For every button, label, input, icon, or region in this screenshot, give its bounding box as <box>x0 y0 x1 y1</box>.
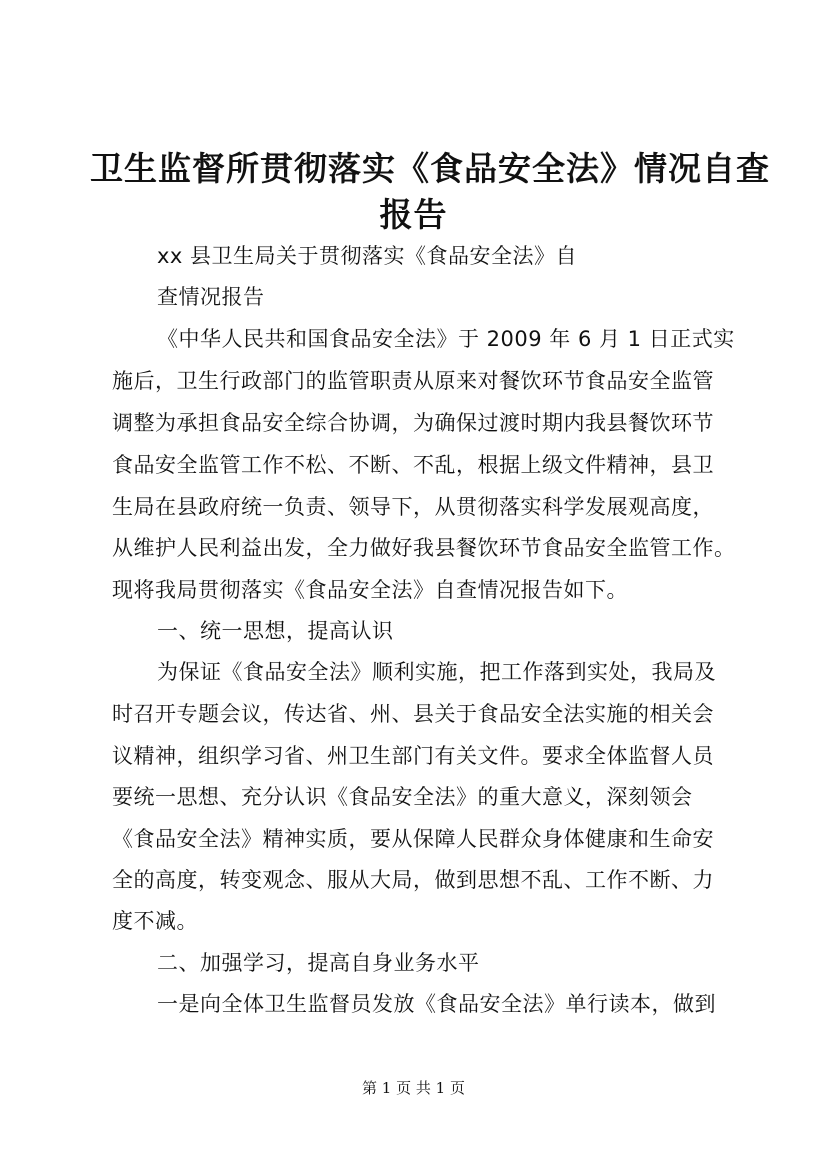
subtitle-line-1: xx 县卫生局关于贯彻落实《食品安全法》自 <box>157 244 578 268</box>
paragraph-2-line-4: 要统一思想、充分认识《食品安全法》的重大意义，深刻领会 <box>112 785 693 809</box>
paragraph-1-line-3: 调整为承担食品安全综合协调，为确保过渡时期内我县餐饮环节 <box>112 411 714 435</box>
paragraph-1-line-5: 生局在县政府统一负责、领导下，从贯彻落实科学发展观高度， <box>112 495 714 519</box>
paragraph-1-line-4: 食品安全监管工作不松、不断、不乱，根据上级文件精神，县卫 <box>112 453 714 477</box>
subtitle-line-2: 查情况报告 <box>157 285 265 309</box>
paragraph-2-line-3: 议精神，组织学习省、州卫生部门有关文件。要求全体监督人员 <box>112 744 714 768</box>
document-title-line-2: 报告 <box>379 195 448 234</box>
paragraph-1-line-1: 《中华人民共和国食品安全法》于 2009 年 6 月 1 日正式实 <box>157 327 735 351</box>
paragraph-1-line-2: 施后，卫生行政部门的监管职责从原来对餐饮环节食品安全监管 <box>112 369 714 393</box>
paragraph-2-line-5: 《食品安全法》精神实质，要从保障人民群众身体健康和生命安 <box>112 827 714 851</box>
section-heading-1: 一、统一思想，提高认识 <box>157 619 394 643</box>
paragraph-3-line-1: 一是向全体卫生监督员发放《食品安全法》单行读本，做到 <box>157 992 716 1016</box>
section-heading-2: 二、加强学习，提高自身业务水平 <box>157 951 480 975</box>
paragraph-2-line-7: 度不减。 <box>112 909 198 933</box>
paragraph-2-line-6: 全的高度，转变观念、服从大局，做到思想不乱、工作不断、力 <box>112 868 714 892</box>
paragraph-2-line-2: 时召开专题会议，传达省、州、县关于食品安全法实施的相关会 <box>112 702 714 726</box>
paragraph-2-line-1: 为保证《食品安全法》顺利实施，把工作落到实处，我局及 <box>157 660 716 684</box>
document-title-line-1: 卫生监督所贯彻落实《食品安全法》情况自查 <box>90 149 770 188</box>
paragraph-1-line-7: 现将我局贯彻落实《食品安全法》自查情况报告如下。 <box>112 578 628 602</box>
page-number-footer: 第 1 页 共 1 页 <box>362 1079 465 1097</box>
paragraph-1-line-6: 从维护人民利益出发，全力做好我县餐饮环节食品安全监管工作。 <box>112 536 736 560</box>
